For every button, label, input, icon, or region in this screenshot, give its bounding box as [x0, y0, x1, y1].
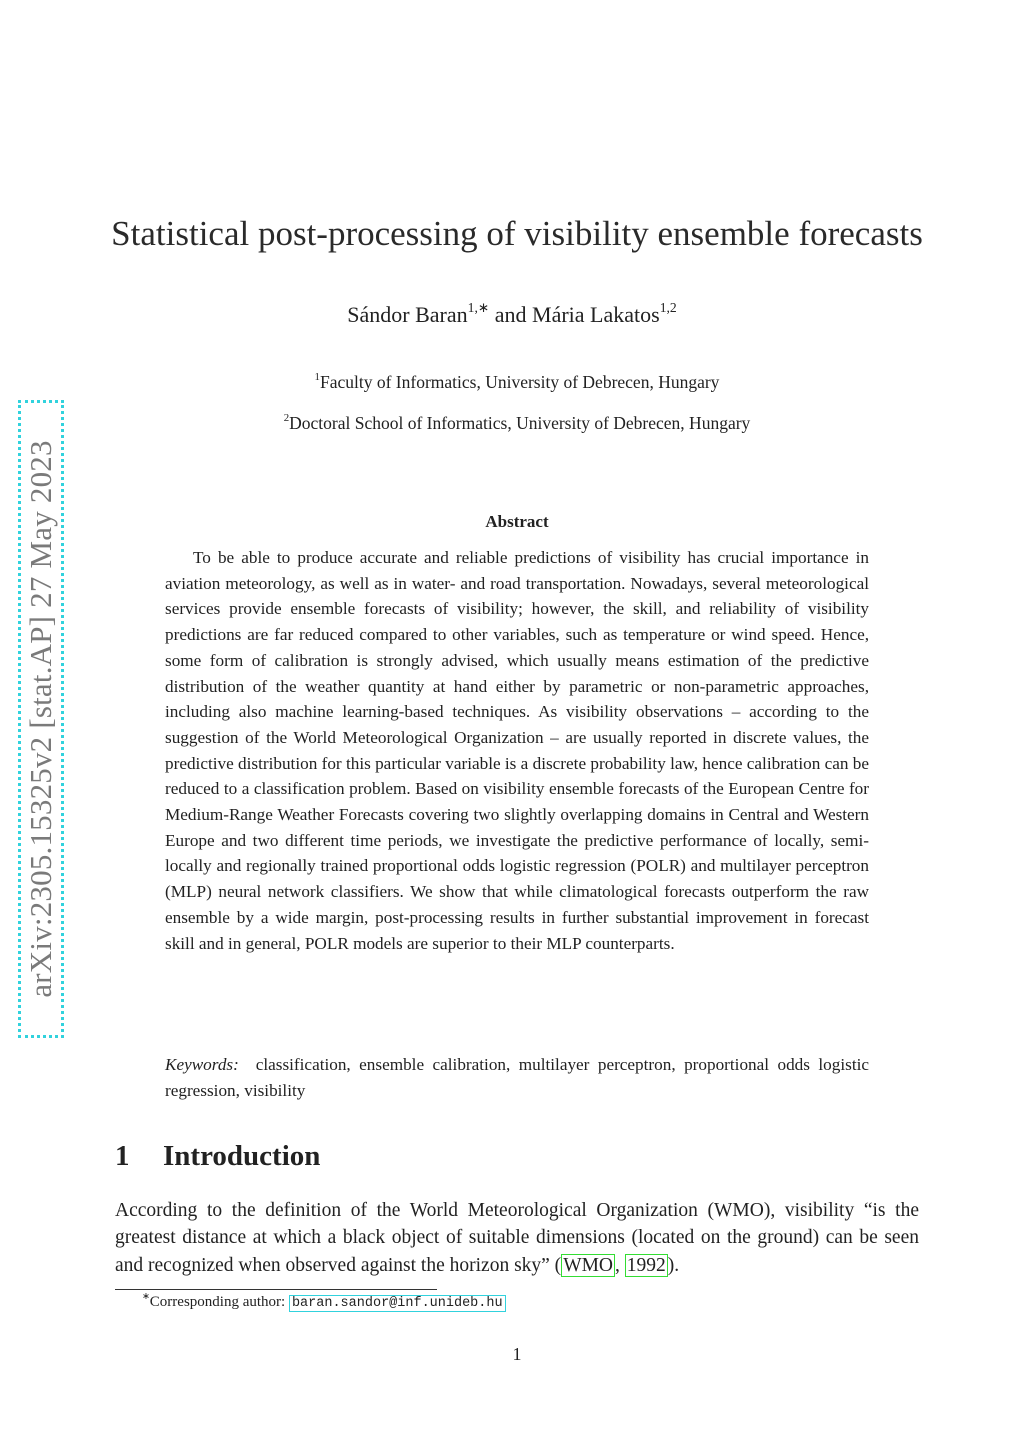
- email-link[interactable]: baran.sandor@inf.unideb.hu: [289, 1295, 506, 1312]
- paper-title: Statistical post-processing of visibility ensemble forecasts: [111, 214, 923, 253]
- section-number: 1: [115, 1140, 130, 1172]
- author-1-affiliation-marker: 1,∗: [467, 300, 490, 316]
- keywords-text: classification, ensemble calibration, multilayer perceptron, proportional odds logistic regression, visibility: [165, 1055, 870, 1100]
- affiliation-1-text: Faculty of Informatics, University of Debrecen, Hungary: [319, 372, 720, 392]
- arxiv-identifier-text: arXiv:2305.15325v2 [stat.AP] 27 May 2023: [23, 440, 58, 998]
- author-2: Mária Lakatos: [532, 302, 660, 327]
- keywords-label: Keywords:: [165, 1055, 239, 1074]
- page-number: 1: [512, 1344, 522, 1364]
- affiliation-1: [0, 372, 1024, 393]
- affiliation-1-marker: 1: [314, 371, 320, 384]
- author-1: Sándor Baran: [347, 302, 468, 327]
- citation-separator: ,: [615, 1254, 625, 1276]
- abstract-heading: Abstract: [485, 512, 549, 531]
- footnote-label: Corresponding author:: [149, 1294, 289, 1310]
- section-title: Introduction: [163, 1140, 321, 1172]
- citation-link-author[interactable]: WMO: [563, 1254, 614, 1276]
- affiliation-2-text: Doctoral School of Informatics, University of Debrecen, Hungary: [289, 413, 751, 433]
- author-line: [0, 302, 1024, 328]
- arxiv-identifier-stamp[interactable]: [18, 400, 64, 1038]
- abstract-body: To be able to produce accurate and reliable predictions of visibility has crucial importance in aviation meteorology, as well as in water- and road transportation. Nowadays, several meteorological services provide ensemble forecasts of visibility; however, the skill, and reliability of visibility predictions are far reduced compared to other variables, such as temperature or wind speed. Hence, some form of calibration is strongly advised, which usually means estimation of the predictive distribution of the weather quantity at hand either by parametric or non-parametric approaches, including also machine learning-based techniques. As visibility observations – according to the suggestion of the World Meteorological Organization – are usually reported in discrete values, the predictive distribution for this particular variable is a discrete probability law, hence calibration can be reduced to a classification problem. Based on visibility ensemble forecasts of the European Centre for Medium-Range Weather Forecasts covering two slightly overlapping domains in Central and Western Europe and two different time periods, we investigate the predictive performance of locally, semi-locally and regionally trained proportional odds logistic regression (POLR) and multilayer perceptron (MLP) neural network classifiers. We show that while climatological forecasts outperform the raw ensemble by a wide margin, post-processing results in further substantial improvement in forecast skill and in general, POLR models are superior to their MLP counterparts.: [165, 548, 869, 953]
- author-2-affiliation-marker: 1,2: [659, 300, 677, 316]
- intro-text: According to the definition of the World Meteorological Organization (WMO), visibility “is the greatest distance at which a black object of suitable dimensions (located on the ground) can be seen and recognized when observed against the horizon sky” (: [115, 1200, 919, 1276]
- author-conjunction: and: [489, 302, 533, 327]
- footnote-divider: [115, 1289, 437, 1290]
- intro-text-end: ).: [667, 1254, 680, 1276]
- footnote: [142, 1294, 506, 1311]
- affiliation-2-marker: 2: [283, 412, 290, 425]
- keywords: [165, 1052, 869, 1103]
- introduction-paragraph: [115, 1197, 919, 1279]
- section-heading-introduction: [115, 1140, 320, 1173]
- citation-link-year[interactable]: 1992: [626, 1254, 666, 1276]
- affiliation-2: [0, 413, 1024, 434]
- footnote-marker: ∗: [142, 1292, 150, 1303]
